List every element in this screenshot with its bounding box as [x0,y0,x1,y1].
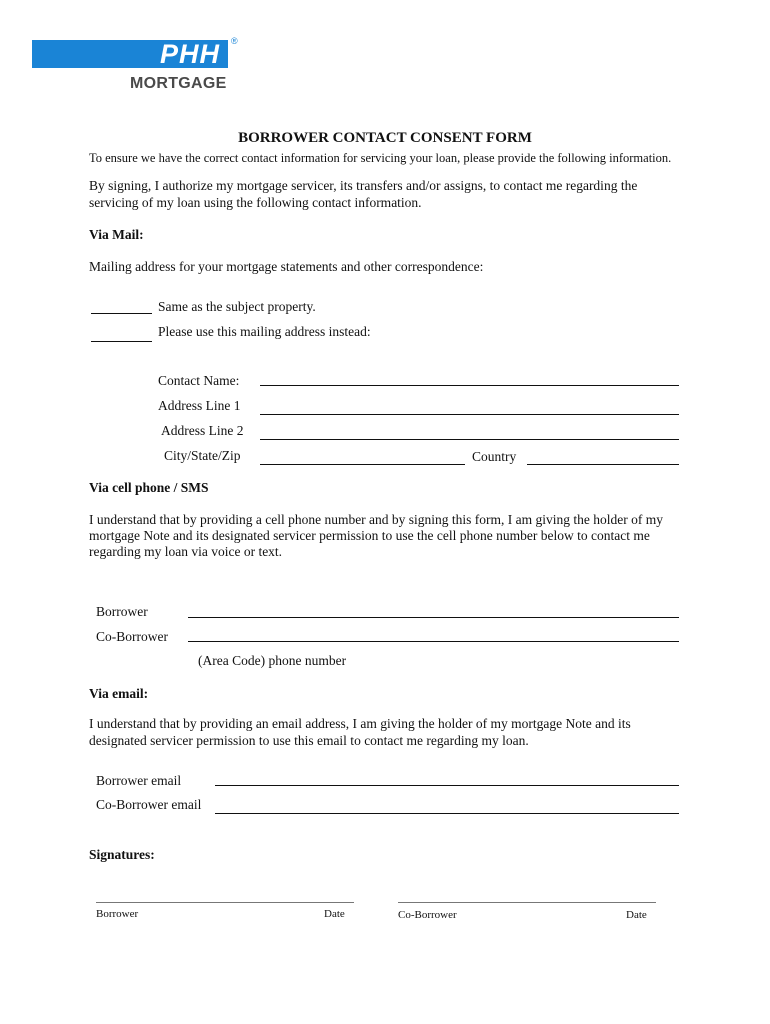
coborrower-phone-field[interactable] [188,641,679,642]
phone-format-hint: (Area Code) phone number [198,653,347,668]
borrower-phone-field[interactable] [188,617,679,618]
coborrower-signature-label: Co-Borrower [398,909,457,921]
city-state-zip-field[interactable] [260,464,465,465]
borrower-date-label: Date [324,908,345,920]
via-email-heading: Via email: [89,686,149,701]
option-same-address: Same as the subject property. [158,299,316,314]
other-address-check-line[interactable] [91,341,152,342]
coborrower-email-label: Co-Borrower email [96,797,202,812]
address-line-1-label: Address Line 1 [158,398,241,413]
borrower-phone-label: Borrower [96,604,148,619]
coborrower-date-label: Date [626,909,647,921]
city-state-zip-label: City/State/Zip [164,448,241,463]
borrower-email-label: Borrower email [96,773,182,788]
option-other-address: Please use this mailing address instead: [158,324,371,339]
coborrower-email-field[interactable] [215,813,679,814]
coborrower-phone-label: Co-Borrower [96,629,168,644]
via-email-line-1: I understand that by providing an email address, I am giving the holder of my mortgage Note and its [89,716,631,731]
address-line-2-field[interactable] [260,439,679,440]
authorize-line-2: servicing of my loan using the following contact information. [89,195,422,210]
via-phone-heading: Via cell phone / SMS [89,480,209,495]
address-line-2-label: Address Line 2 [161,423,244,438]
via-phone-line-3: regarding my loan via voice or text. [89,544,283,559]
contact-name-field[interactable] [260,385,679,386]
via-mail-heading: Via Mail: [89,227,144,242]
form-title: BORROWER CONTACT CONSENT FORM [238,130,532,146]
country-field[interactable] [527,464,679,465]
coborrower-signature-line[interactable] [398,902,656,903]
logo-brand: PHH [160,39,221,69]
via-phone-line-2: mortgage Note and its designated servicer permission to use the cell phone number below to contact me [89,528,650,543]
address-line-1-field[interactable] [260,414,679,415]
via-mail-description: Mailing address for your mortgage statements and other correspondence: [89,259,484,274]
via-email-line-2: designated servicer permission to use this email to contact me regarding my loan. [89,733,529,748]
country-label: Country [472,449,517,464]
logo-registered-mark: ® [231,36,238,46]
signatures-heading: Signatures: [89,847,155,862]
borrower-signature-label: Borrower [96,908,139,920]
via-phone-line-1: I understand that by providing a cell phone number and by signing this form, I am giving the holder of my [89,512,664,527]
contact-name-label: Contact Name: [158,373,240,388]
same-address-check-line[interactable] [91,313,152,314]
borrower-signature-line[interactable] [96,902,354,903]
logo-subtitle: MORTGAGE [130,75,227,92]
authorize-line-1: By signing, I authorize my mortgage servicer, its transfers and/or assigns, to contact me regarding the [89,178,638,193]
borrower-email-field[interactable] [215,785,679,786]
intro-text: To ensure we have the correct contact information for servicing your loan, please provide the following information. [89,151,672,165]
